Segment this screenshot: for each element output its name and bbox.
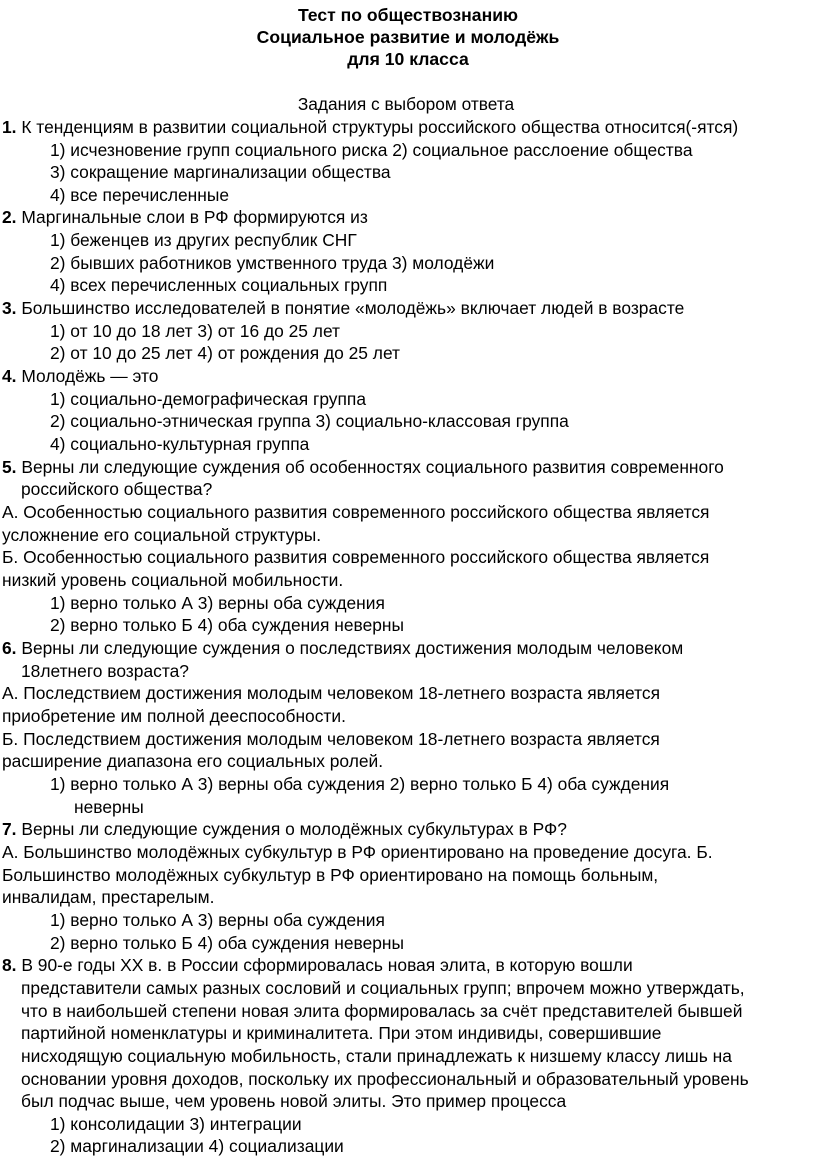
question-3 [2,297,684,320]
statement-line: Большинство молодёжных субкультур в РФ ориентировано на помощь больным, [2,865,659,885]
statement-b: Б. Особенностью социального развития современного российского общества является [2,547,710,567]
answer-line: 2) бывших работников умственного труда 3) молодёжи [50,253,495,273]
question-text-continued: был подчас выше, чем уровень новой элиты. Это пример процесса [21,1091,567,1111]
question-7 [2,818,567,841]
question-text: Большинство исследователей в понятие «молодёжь» включает людей в возрасте [16,298,685,318]
question-4 [2,365,158,388]
question-text: Маргинальные слои в РФ формируются из [16,207,368,227]
statement-b-continued: расширение диапазона его социальных ролей. [2,751,384,771]
question-text-continued: представители самых разных сословий и социальных групп; впрочем можно утверждать, [21,978,745,998]
statement-b-continued: низкий уровень социальной мобильности. [2,570,344,590]
question-5 [2,456,724,479]
question-number: 4. [2,366,17,386]
answer-line: 1) от 10 до 18 лет 3) от 16 до 25 лет [50,321,341,341]
question-number: 5. [2,457,17,477]
question-6 [2,637,683,660]
question-text-continued: российского общества? [21,479,213,499]
question-2 [2,206,368,229]
answer-line: 1) верно только А 3) верны оба суждения [50,593,385,613]
answer-line-continued: неверны [74,797,144,817]
question-number: 2. [2,207,17,227]
section-heading: Задания с выбором ответа [297,94,515,114]
answer-line: 1) верно только А 3) верны оба суждения [50,910,385,930]
answer-line: 2) верно только Б 4) оба суждения неверны [50,615,405,635]
title-line-1: Тест по обществознанию [297,5,519,25]
answer-line: 1) беженцев из других республик СНГ [50,230,357,250]
question-text-continued: нисходящую социальную мобильность, стали принадлежать к низшему классу лишь на [21,1046,732,1066]
statement-line: инвалидам, престарелым. [2,887,215,907]
answer-line: 1) социально-демографическая группа [50,389,366,409]
statement-b: Б. Последствием достижения молодым человеком 18-летнего возраста является [2,729,660,749]
question-number: 7. [2,819,17,839]
question-number: 6. [2,638,17,658]
answer-line: 1) консолидации 3) интеграции [50,1114,302,1134]
answer-line: 2) верно только Б 4) оба суждения неверны [50,933,405,953]
answer-line: 3) сокращение маргинализации общества [50,162,391,182]
title-line-3: для 10 класса [347,49,469,69]
statement-a-continued: приобретение им полной дееспособности. [2,706,346,726]
answer-line: 1) исчезновение групп социального риска 2) социальное расслоение общества [50,140,693,160]
answer-line: 2) социально-этническая группа 3) социально-классовая группа [50,411,569,431]
answer-line: 1) верно только А 3) верны оба суждения 2) верно только Б 4) оба суждения [50,774,670,794]
question-number: 1. [2,117,17,137]
statement-line: А. Большинство молодёжных субкультур в РФ ориентировано на проведение досуга. Б. [2,842,713,862]
question-8 [2,954,633,977]
question-text-continued: основании уровня доходов, поскольку их профессиональный и образовательный уровень [21,1069,749,1089]
question-text-continued: 18летнего возраста? [21,661,189,681]
question-text: Молодёжь — это [16,366,159,386]
question-text: Верны ли следующие суждения об особенностях социального развития современного [16,457,724,477]
answer-line: 2) от 10 до 25 лет 4) от рождения до 25 лет [50,343,401,363]
question-text: Верны ли следующие суждения о молодёжных субкультурах в РФ? [16,819,567,839]
answer-line: 4) все перечисленные [50,185,230,205]
question-text: В 90-е годы XX в. в России сформировалась новая элита, в которую вошли [16,955,633,975]
answer-line: 4) всех перечисленных социальных групп [50,275,388,295]
question-text-continued: что в наибольшей степени новая элита формировалась за счёт представителей бывшей [21,1001,743,1021]
question-1 [2,116,738,139]
answer-line: 4) социально-культурная группа [50,434,310,454]
title-line-2: Социальное развитие и молодёжь [256,27,560,47]
statement-a: А. Последствием достижения молодым человеком 18-летнего возраста является [2,683,660,703]
statement-a-continued: усложнение его социальной структуры. [2,525,322,545]
question-text: Верны ли следующие суждения о последствиях достижения молодым человеком [16,638,684,658]
question-number: 8. [2,955,17,975]
statement-a: А. Особенностью социального развития современного российского общества является [2,502,710,522]
question-text: К тенденциям в развитии социальной структуры российского общества относится(-ятся) [16,117,739,137]
question-number: 3. [2,298,17,318]
answer-line: 2) маргинализации 4) социализации [50,1136,344,1156]
question-text-continued: партийной номенклатуры и криминалитета. При этом индивиды, совершившие [21,1023,662,1043]
